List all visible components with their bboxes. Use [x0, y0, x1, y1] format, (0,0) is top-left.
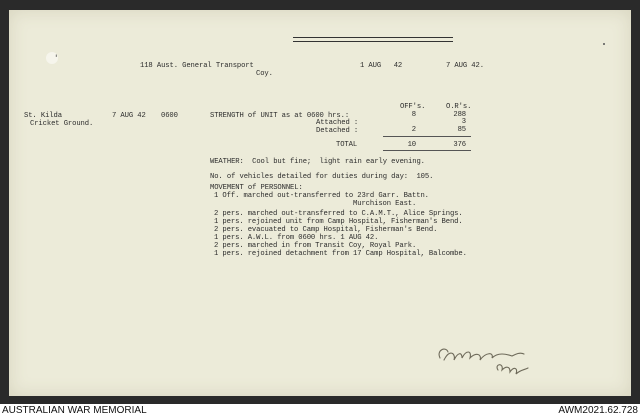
attached-other-ranks: 3 — [461, 118, 466, 126]
detached-other-ranks: 85 — [457, 126, 466, 134]
corner-dot — [603, 43, 605, 45]
detached-label: Detached : — [316, 127, 359, 135]
place-name-cont: Cricket Ground. — [30, 120, 94, 128]
movement-line: 1 Off. marched out-transferred to 23rd Garr. Battn. — [214, 192, 429, 200]
movement-line: 2 pers. marched in from Transit Coy, Royal Park. — [214, 242, 417, 250]
period-to: 7 AUG 42. — [446, 62, 484, 70]
entry-date: 7 AUG 42 — [112, 112, 146, 120]
detached-officers: 2 — [411, 126, 416, 134]
unit-name-cont: Coy. — [256, 70, 273, 78]
attached-label: Attached : — [316, 119, 359, 127]
strength-officers: 8 — [411, 111, 416, 119]
movement-line: 1 pers. rejoined unit from Camp Hospital, Fisherman's Bend. — [214, 218, 463, 226]
total-rule-bottom — [383, 150, 471, 151]
weather-line: WEATHER: Cool but fine; light rain early evening. — [210, 158, 425, 166]
movement-heading: MOVEMENT of PERSONNEL: — [210, 184, 303, 192]
col-header-other-ranks: O.R's. — [446, 103, 472, 111]
entry-time: 0600 — [161, 112, 178, 120]
movement-line: Murchison East. — [214, 200, 417, 208]
margin-mark: ' — [55, 54, 58, 64]
movement-line: 1 pers. A.W.L. from 0600 hrs. 1 AUG 42. — [214, 234, 379, 242]
strength-other-ranks: 288 — [453, 111, 466, 119]
total-rule — [383, 136, 471, 137]
place-name: St. Kilda — [24, 112, 62, 120]
total-officers: 10 — [407, 141, 416, 149]
col-header-officers: OFF's. — [400, 103, 426, 111]
strength-heading: STRENGTH of UNIT as at 0600 hrs.: — [210, 112, 350, 120]
movement-line: 2 pers. evacuated to Camp Hospital, Fisherman's Bend. — [214, 226, 438, 234]
unit-name: 118 Aust. General Transport — [140, 62, 254, 70]
handwritten-signature — [432, 340, 542, 385]
movement-line: 2 pers. marched out-transferred to C.A.M.T., Alice Springs. — [214, 210, 463, 218]
vehicles-line: No. of vehicles detailed for duties during day: 105. — [210, 173, 434, 181]
footer-institution: AUSTRALIAN WAR MEMORIAL — [2, 405, 147, 416]
movement-line: 1 pers. rejoined detachment from 17 Camp Hospital, Balcombe. — [214, 250, 467, 258]
total-label: TOTAL — [336, 141, 358, 149]
header-rule-top — [293, 37, 453, 38]
header-rule-bottom — [293, 41, 453, 42]
total-other-ranks: 376 — [453, 141, 466, 149]
period-from: 1 AUG 42 — [360, 62, 403, 70]
footer-accession: AWM2021.62.728 — [558, 405, 638, 416]
